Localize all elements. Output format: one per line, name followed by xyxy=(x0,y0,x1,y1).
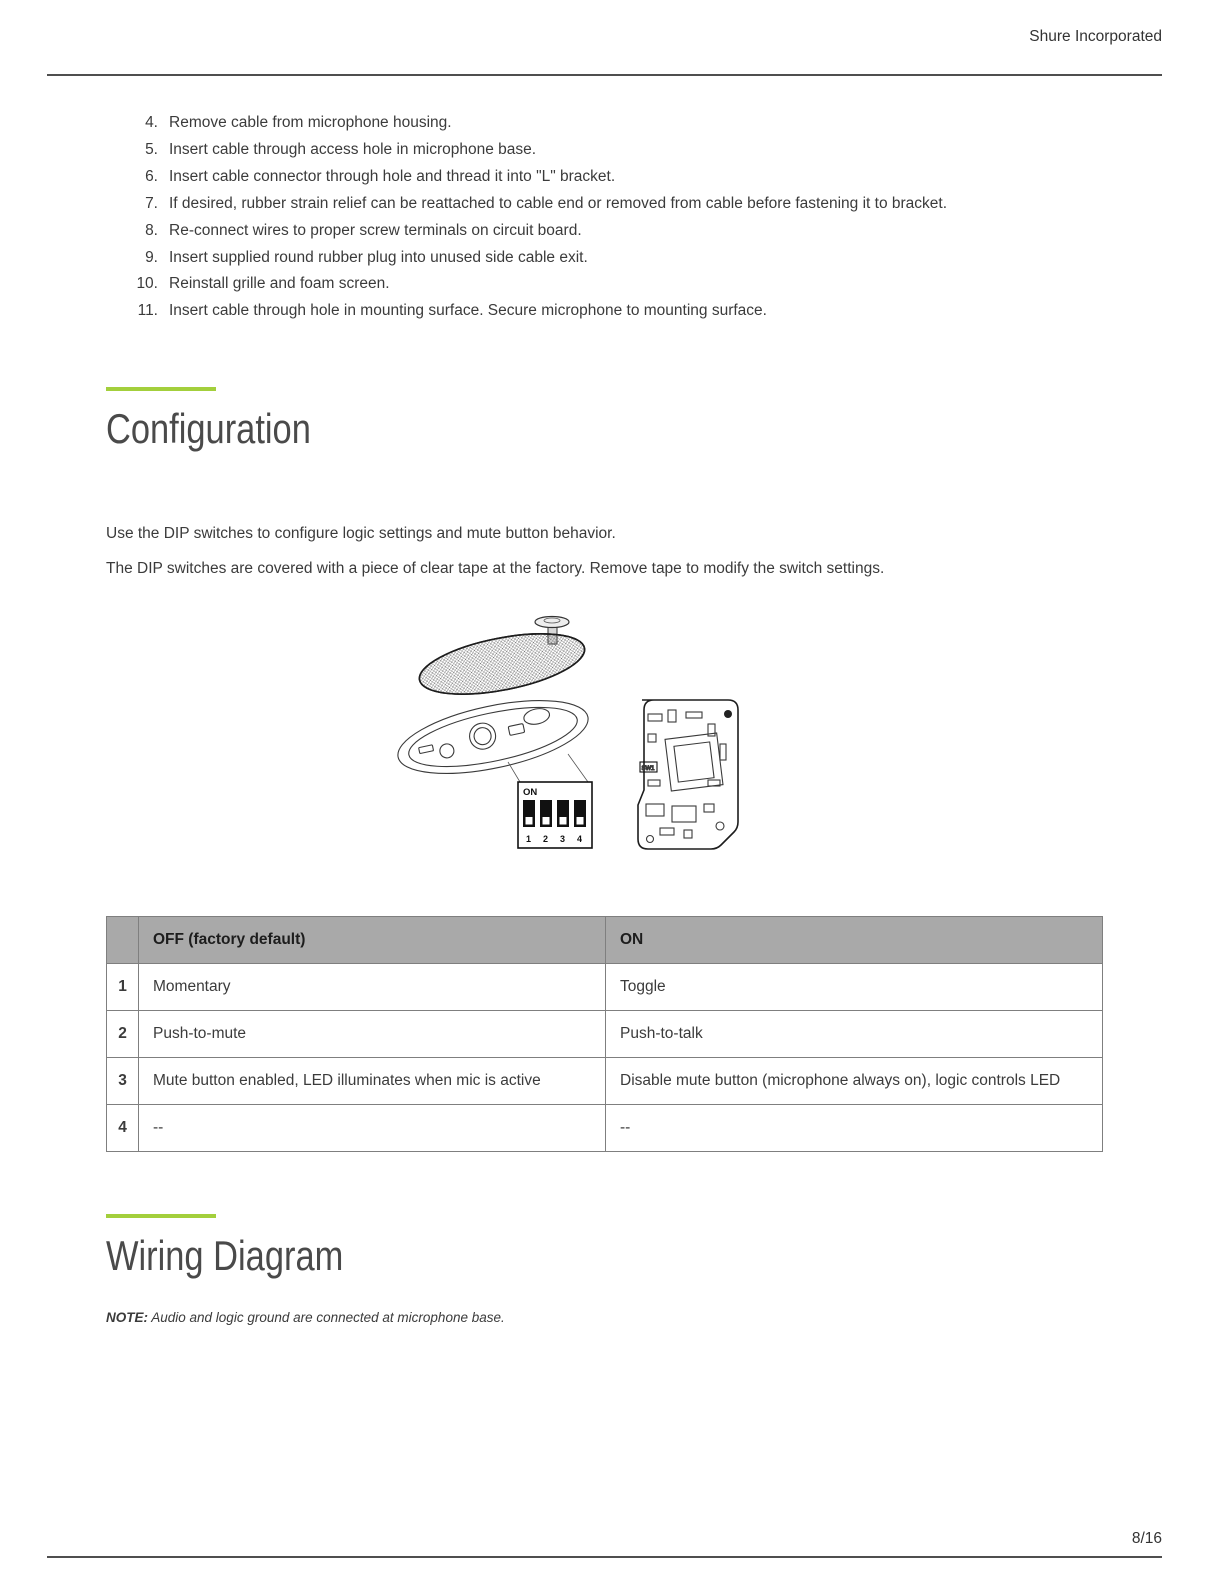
list-item-number: 6. xyxy=(145,167,158,185)
table-row xyxy=(107,1011,1103,1058)
wiring-note xyxy=(106,1310,1103,1325)
on-value: -- xyxy=(606,1105,1103,1152)
list-item xyxy=(106,298,1103,325)
list-item-number: 8. xyxy=(145,221,158,239)
switch-number: 3 xyxy=(107,1058,139,1105)
list-item-number: 11. xyxy=(137,302,158,320)
dip-switch-zoom-icon xyxy=(518,782,592,848)
list-item-number: 5. xyxy=(145,140,158,158)
microphone-base-icon xyxy=(391,687,594,788)
list-item-text: Insert cable through hole in mounting surface. Secure microphone to mounting surface. xyxy=(169,302,767,320)
list-item xyxy=(106,245,1103,272)
list-item-text: Re-connect wires to proper screw terminals on circuit board. xyxy=(169,221,582,239)
table-header-on: ON xyxy=(606,917,1103,964)
wiring-diagram-section xyxy=(106,1214,1103,1325)
list-item xyxy=(106,218,1103,245)
off-value: Mute button enabled, LED illuminates when mic is active xyxy=(139,1058,606,1105)
table-header-row xyxy=(107,917,1103,964)
sw1-label: SW1 xyxy=(641,766,655,773)
list-item xyxy=(106,110,1103,137)
header-divider xyxy=(47,0,1162,76)
note-label: NOTE: xyxy=(106,1310,148,1326)
switch-number: 2 xyxy=(107,1011,139,1058)
section-accent-bar xyxy=(106,1214,216,1218)
list-item-number: 10. xyxy=(136,275,158,293)
dip-on-label: ON xyxy=(522,787,537,799)
section-title-wiring-diagram: Wiring Diagram xyxy=(106,1232,344,1280)
dip-number-2: 2 xyxy=(542,834,548,845)
dip-number-3: 3 xyxy=(559,834,565,845)
instruction-list xyxy=(106,110,1103,325)
list-item-text: Insert cable through access hole in microphone base. xyxy=(169,140,537,158)
off-value: Push-to-mute xyxy=(139,1011,606,1058)
note-text: Audio and logic ground are connected at microphone base. xyxy=(148,1310,505,1326)
list-item xyxy=(106,164,1103,191)
section-title-configuration: Configuration xyxy=(106,405,311,453)
page-number: 8/16 xyxy=(1131,1530,1162,1547)
configuration-section xyxy=(106,387,1103,1152)
configuration-paragraph-1: Use the DIP switches to configure logic settings and mute button behavior. xyxy=(106,525,616,543)
list-item xyxy=(106,137,1103,164)
table-header-corner xyxy=(107,917,139,964)
switch-number: 4 xyxy=(107,1105,139,1152)
list-item-text: Insert supplied round rubber plug into unused side cable exit. xyxy=(169,248,588,266)
dip-switch-table xyxy=(106,916,1103,1152)
dip-number-1: 1 xyxy=(525,834,531,845)
list-item xyxy=(106,271,1103,298)
on-value: Disable mute button (microphone always on), logic controls LED xyxy=(606,1058,1103,1105)
list-item-number: 9. xyxy=(145,248,158,266)
dip-number-4: 4 xyxy=(576,834,582,845)
circuit-board-icon xyxy=(638,700,738,849)
table-header-off: OFF (factory default) xyxy=(139,917,606,964)
list-item-text: Insert cable connector through hole and thread it into "L" bracket. xyxy=(169,167,616,185)
list-item-number: 7. xyxy=(145,194,158,212)
microphone-exploded-figure xyxy=(106,614,1103,856)
table-row xyxy=(107,964,1103,1011)
footer-divider xyxy=(47,1530,1162,1558)
off-value: Momentary xyxy=(139,964,606,1011)
switch-number: 1 xyxy=(107,964,139,1011)
company-name: Shure Incorporated xyxy=(1029,28,1162,45)
list-item xyxy=(106,191,1103,218)
table-row xyxy=(107,1058,1103,1105)
grille-icon xyxy=(414,623,589,706)
on-value: Toggle xyxy=(606,964,1103,1011)
configuration-paragraph-2: The DIP switches are covered with a piece of clear tape at the factory. Remove tape to modify the switch settings. xyxy=(106,560,885,578)
table-row xyxy=(107,1105,1103,1152)
list-item-text: Reinstall grille and foam screen. xyxy=(169,275,390,293)
on-value: Push-to-talk xyxy=(606,1011,1103,1058)
list-item-text: If desired, rubber strain relief can be reattached to cable end or removed from cable before fastening it to bracket. xyxy=(169,194,948,212)
off-value: -- xyxy=(139,1105,606,1152)
list-item-text: Remove cable from microphone housing. xyxy=(169,114,452,131)
list-item-number: 4. xyxy=(145,114,158,131)
callout-lines xyxy=(508,754,588,782)
section-accent-bar xyxy=(106,387,216,391)
microphone-exploded-illustration xyxy=(390,614,820,856)
